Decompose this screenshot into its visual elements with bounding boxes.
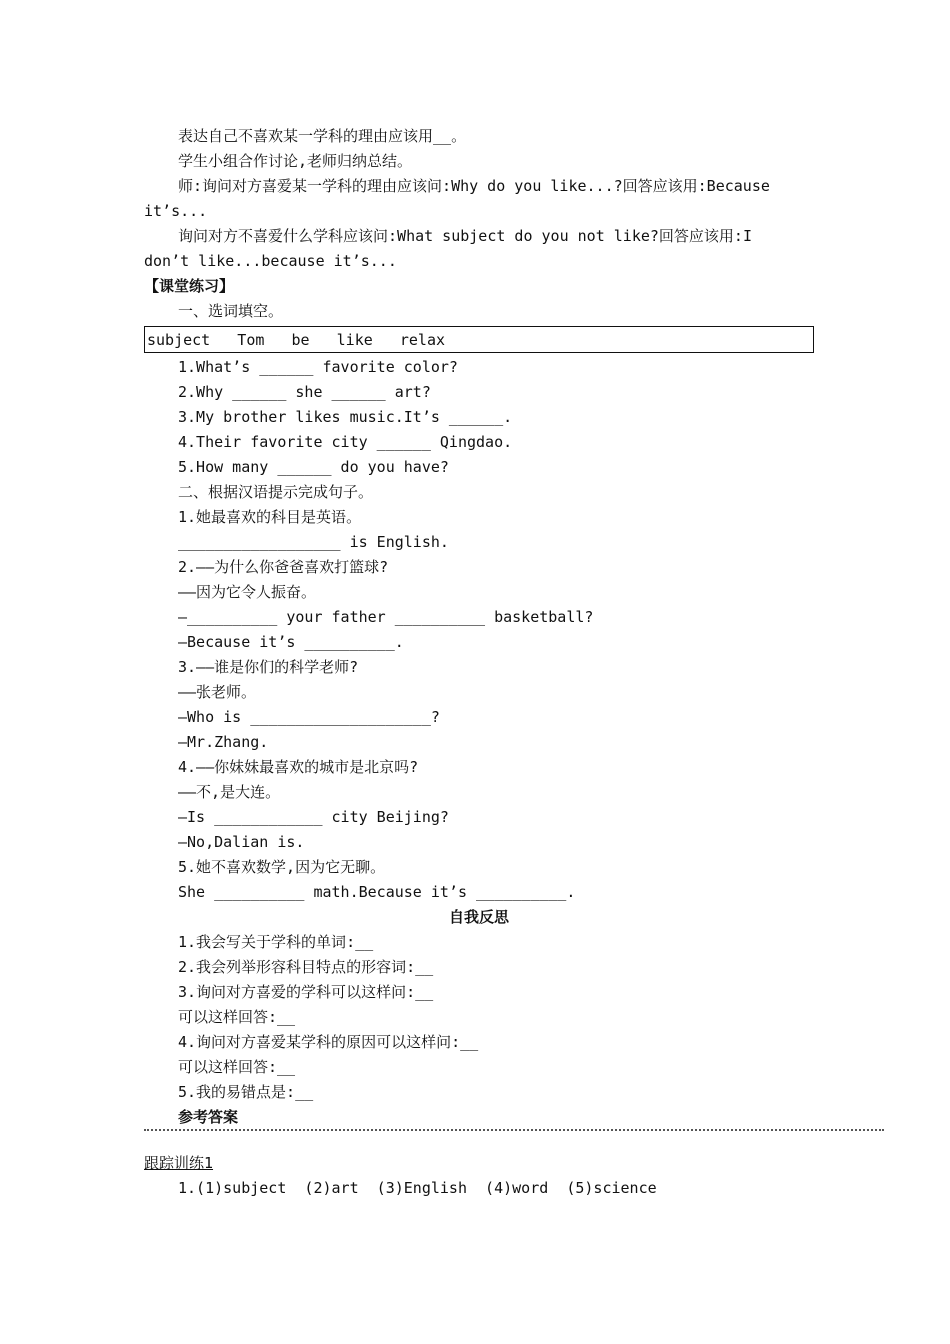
exercise-item: She __________ math.Because it’s __________. <box>178 883 576 901</box>
tracking-title: 跟踪训练1 <box>144 1154 214 1172</box>
exercise-item: —__________ your father __________ basketball? <box>178 608 594 626</box>
exercise-item: ——因为它令人振奋。 <box>178 583 317 601</box>
exercise-item: __________________ is English. <box>178 533 449 551</box>
exercise-item: 3.——谁是你们的科学老师? <box>178 658 359 676</box>
exercise-item: ——不,是大连。 <box>178 783 281 801</box>
document-body <box>144 124 814 1130</box>
exercise-item: 2.Why ______ she ______ art? <box>178 383 431 401</box>
text-line: 表达自己不喜欢某一学科的理由应该用__。 <box>178 127 467 145</box>
text-line: 师:询问对方喜爱某一学科的理由应该问:Why do you like...?回答应该用:Because <box>178 177 770 195</box>
reflection-item: 2.我会列举形容科目特点的形容词:__ <box>178 958 434 976</box>
text-line: 询问对方不喜爱什么学科应该问:What subject do you not like?回答应该用:I <box>178 227 752 245</box>
exercise-item: 5.How many ______ do you have? <box>178 458 449 476</box>
exercise-item: —Because it’s __________. <box>178 633 404 651</box>
exercise-item: 4.Their favorite city ______ Qingdao. <box>178 433 513 451</box>
part1-title: 一、选词填空。 <box>178 302 284 320</box>
reflection-item: 4.询问对方喜爱某学科的原因可以这样问:__ <box>178 1033 479 1051</box>
section-divider <box>144 1129 884 1131</box>
tracking-answer: 1.(1)subject (2)art (3)English (4)word (5)science <box>178 1179 657 1197</box>
exercise-item: ——张老师。 <box>178 683 257 701</box>
exercise-item: —Mr.Zhang. <box>178 733 269 751</box>
exercise-item: 4.——你妹妹最喜欢的城市是北京吗? <box>178 758 419 776</box>
exercise-item: 2.——为什么你爸爸喜欢打篮球? <box>178 558 389 576</box>
exercise-item: —No,Dalian is. <box>178 833 305 851</box>
exercise-item: 3.My brother likes music.It’s ______. <box>178 408 513 426</box>
exercise-item: —Is ____________ city Beijing? <box>178 808 449 826</box>
reflection-item: 可以这样回答:__ <box>178 1058 296 1076</box>
text-line: 学生小组合作讨论,老师归纳总结。 <box>178 152 413 170</box>
exercise-item: 1.What’s ______ favorite color? <box>178 358 458 376</box>
exercise-item: 5.她不喜欢数学,因为它无聊。 <box>178 858 386 876</box>
part2-title: 二、根据汉语提示完成句子。 <box>178 483 374 501</box>
reflection-item: 可以这样回答:__ <box>178 1008 296 1026</box>
exercise-item: —Who is ____________________? <box>178 708 440 726</box>
text-line: don’t like...because it’s... <box>144 252 397 270</box>
answers-title: 参考答案 <box>178 1108 239 1126</box>
answers-section <box>144 1151 884 1201</box>
section-heading-practice: 【课堂练习】 <box>144 277 235 295</box>
reflection-item: 1.我会写关于学科的单词:__ <box>178 933 374 951</box>
text-line: it’s... <box>144 202 208 220</box>
reflection-item: 5.我的易错点是:__ <box>178 1083 314 1101</box>
reflection-item: 3.询问对方喜爱的学科可以这样问:__ <box>178 983 434 1001</box>
exercise-item: 1.她最喜欢的科目是英语。 <box>178 508 362 526</box>
reflection-title: 自我反思 <box>448 908 509 926</box>
word-box: subject Tom be like relax <box>144 326 814 353</box>
